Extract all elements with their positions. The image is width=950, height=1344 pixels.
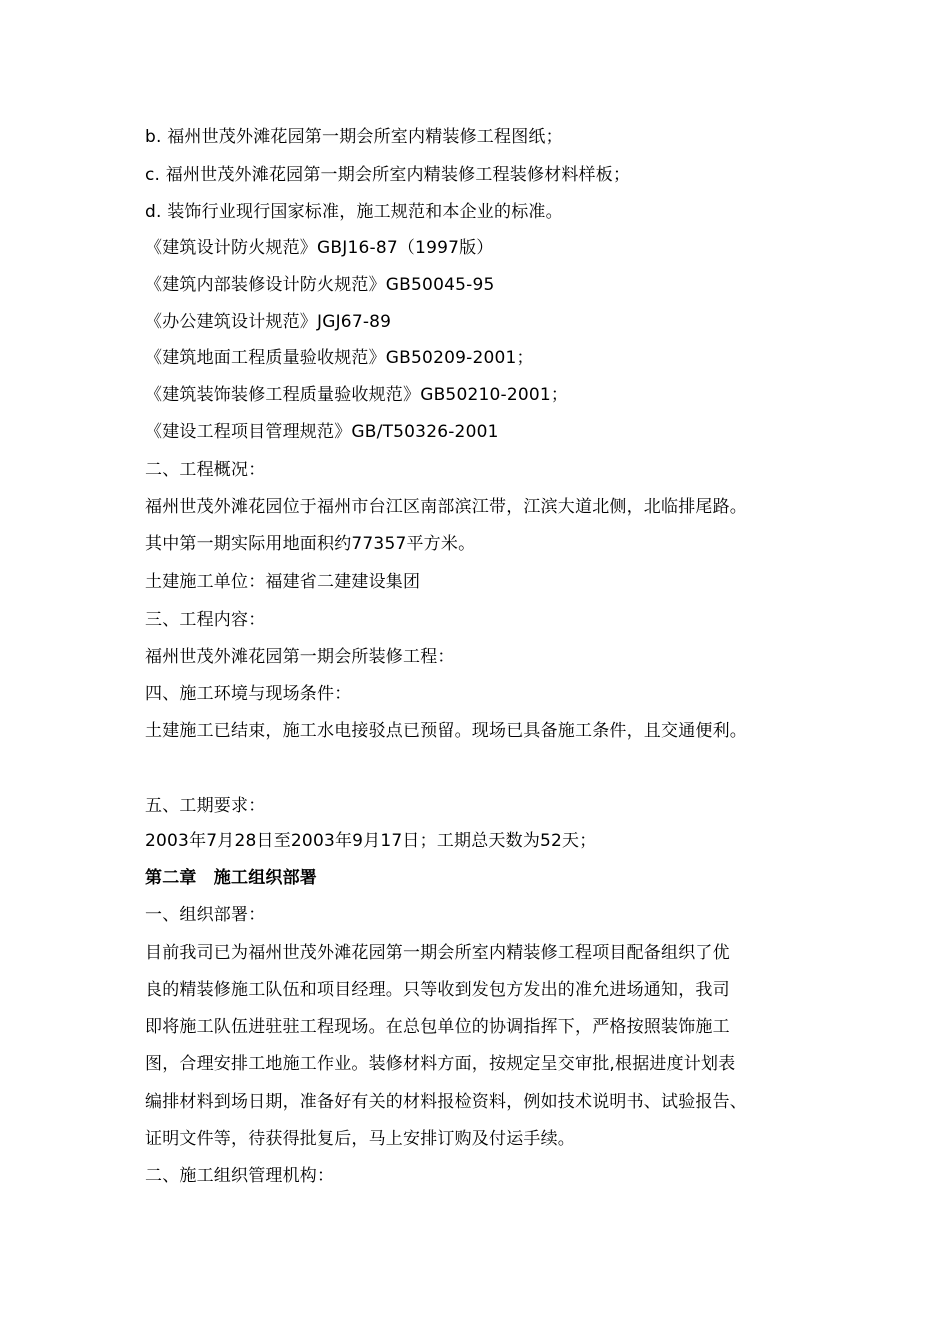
section-heading-environment: 四、施工环境与现场条件： — [145, 684, 352, 704]
section-heading-organization: 二、施工组织管理机构： — [145, 1166, 335, 1186]
content-paragraph: 福州世茂外滩花园第一期会所装修工程： — [145, 647, 455, 667]
standard-floor-quality: 《建筑地面工程质量验收规范》GB50209-2001； — [145, 348, 534, 368]
deployment-paragraph-line: 即将施工队伍进驻驻工程现场。在总包单位的协调指挥下，严格按照装饰施工 — [145, 1017, 730, 1037]
deployment-paragraph-line: 良的精装修施工队伍和项目经理。只等收到发包方发出的准允进场通知，我司 — [145, 980, 730, 1000]
standard-project-management: 《建设工程项目管理规范》GB/T50326-2001 — [145, 422, 499, 442]
section-heading-content: 三、工程内容： — [145, 610, 266, 630]
deployment-paragraph-line: 编排材料到场日期，准备好有关的材料报检资料，例如技术说明书、试验报告、 — [145, 1092, 747, 1112]
reference-item-c: c. 福州世茂外滩花园第一期会所室内精装修工程装修材料样板； — [145, 165, 631, 185]
section-heading-deployment: 一、组织部署： — [145, 905, 266, 925]
deployment-paragraph-line: 目前我司已为福州世茂外滩花园第一期会所室内精装修工程项目配备组织了优 — [145, 943, 730, 963]
reference-item-d: d. 装饰行业现行国家标准，施工规范和本企业的标准。 — [145, 202, 563, 222]
schedule-paragraph: 2003年7月28日至2003年9月17日；工期总天数为52天； — [145, 831, 597, 851]
deployment-paragraph-line: 证明文件等，待获得批复后，马上安排订购及付运手续。 — [145, 1129, 575, 1149]
section-heading-overview: 二、工程概况： — [145, 460, 266, 480]
standard-office-design: 《办公建筑设计规范》JGJ67-89 — [145, 312, 392, 332]
reference-item-b: b. 福州世茂外滩花园第一期会所室内精装修工程图纸； — [145, 127, 563, 147]
standard-decoration-quality: 《建筑装饰装修工程质量验收规范》GB50210-2001； — [145, 385, 569, 405]
chapter-heading: 第二章 施工组织部署 — [145, 868, 317, 888]
standard-interior-fire-code: 《建筑内部装修设计防火规范》GB50045-95 — [145, 275, 495, 295]
overview-paragraph-line: 其中第一期实际用地面积约77357平方米。 — [145, 534, 476, 554]
section-heading-schedule: 五、工期要求： — [145, 796, 266, 816]
environment-paragraph: 土建施工已结束，施工水电接驳点已预留。现场已具备施工条件，且交通便利。 — [145, 721, 747, 741]
construction-unit: 土建施工单位：福建省二建建设集团 — [145, 572, 421, 592]
standard-fire-code: 《建筑设计防火规范》GBJ16-87（1997版） — [145, 238, 494, 258]
overview-paragraph-line: 福州世茂外滩花园位于福州市台江区南部滨江带，江滨大道北侧，北临排尾路。 — [145, 497, 747, 517]
deployment-paragraph-line: 图，合理安排工地施工作业。装修材料方面，按规定呈交审批,根据进度计划表 — [145, 1054, 736, 1074]
